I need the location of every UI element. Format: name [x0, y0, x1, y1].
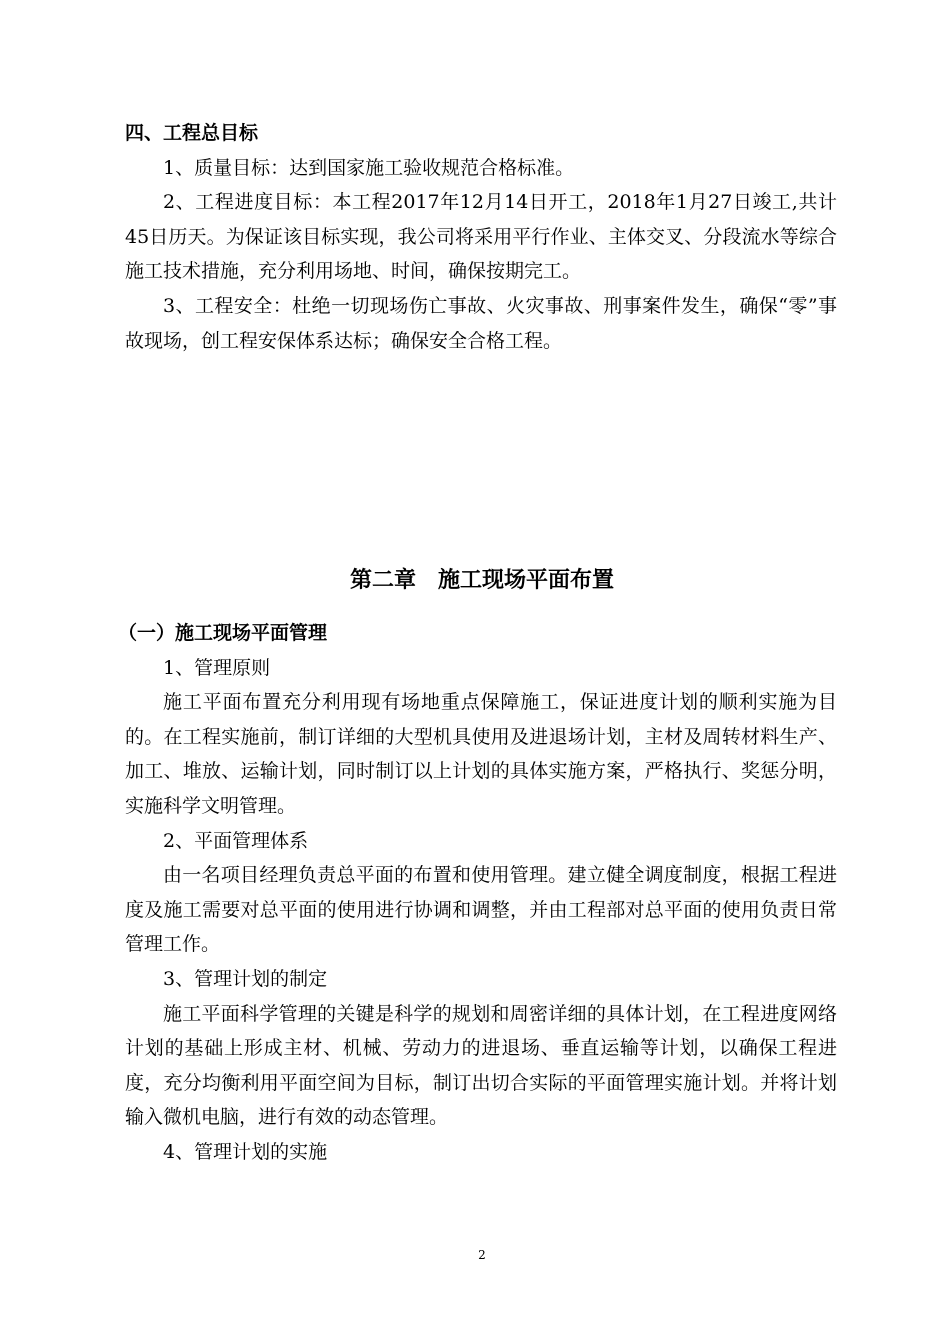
- paragraph-plan-formulation: 施工平面科学管理的关键是科学的规划和周密详细的具体计划，在工程进度网络计划的基础上形成主材、机械、劳动力的进退场、垂直运输等计划，以确保工程进度，充分均衡利用平面空间为目标，制订出切合实际的平面管理实施计划。并将计划输入微机电脑，进行有效的动态管理。: [125, 1002, 837, 1129]
- section-project-goals: [125, 116, 837, 358]
- paragraph-quality-goal: 1、质量目标：达到国家施工验收规范合格标准。: [163, 156, 575, 179]
- paragraph-safety-goal: 3、工程安全：杜绝一切现场伤亡事故、火灾事故、刑事案件发生，确保“零”事故现场，创工程安保体系达标；确保安全合格工程。: [125, 294, 837, 352]
- subheading-management-principle: 1、管理原则: [163, 656, 271, 679]
- section-site-layout-management: [118, 616, 837, 1170]
- section-heading-site-layout: （一）施工现场平面管理: [118, 622, 328, 644]
- paragraph-schedule-goal: 2、工程进度目标：本工程2017年12月14日开工，2018年1月27日竣工,共计45日历天。为保证该目标实现，我公司将采用平行作业、主体交叉、分段流水等综合施工技术措施，充分利用场地、时间，确保按期完工。: [125, 191, 837, 283]
- subheading-plan-formulation: 3、管理计划的制定: [163, 967, 328, 990]
- subheading-management-system: 2、平面管理体系: [163, 829, 309, 852]
- paragraph-management-principle: 施工平面布置充分利用现有场地重点保障施工，保证进度计划的顺利实施为目的。在工程实施前，制订详细的大型机具使用及进退场计划，主材及周转材料生产、加工、堆放、运输计划，同时制订以上计划的具体实施方案，严格执行、奖惩分明，实施科学文明管理。: [125, 691, 837, 817]
- chapter-title: 第二章 施工现场平面布置: [349, 567, 614, 593]
- paragraph-management-system: 由一名项目经理负责总平面的布置和使用管理。建立健全调度制度，根据工程进度及施工需要对总平面的使用进行协调和调整，并由工程部对总平面的使用负责日常管理工作。: [125, 864, 837, 956]
- subheading-plan-implementation: 4、管理计划的实施: [163, 1140, 328, 1163]
- page-number: 2: [478, 1248, 486, 1262]
- section-heading-project-goals: 四、工程总目标: [125, 122, 259, 144]
